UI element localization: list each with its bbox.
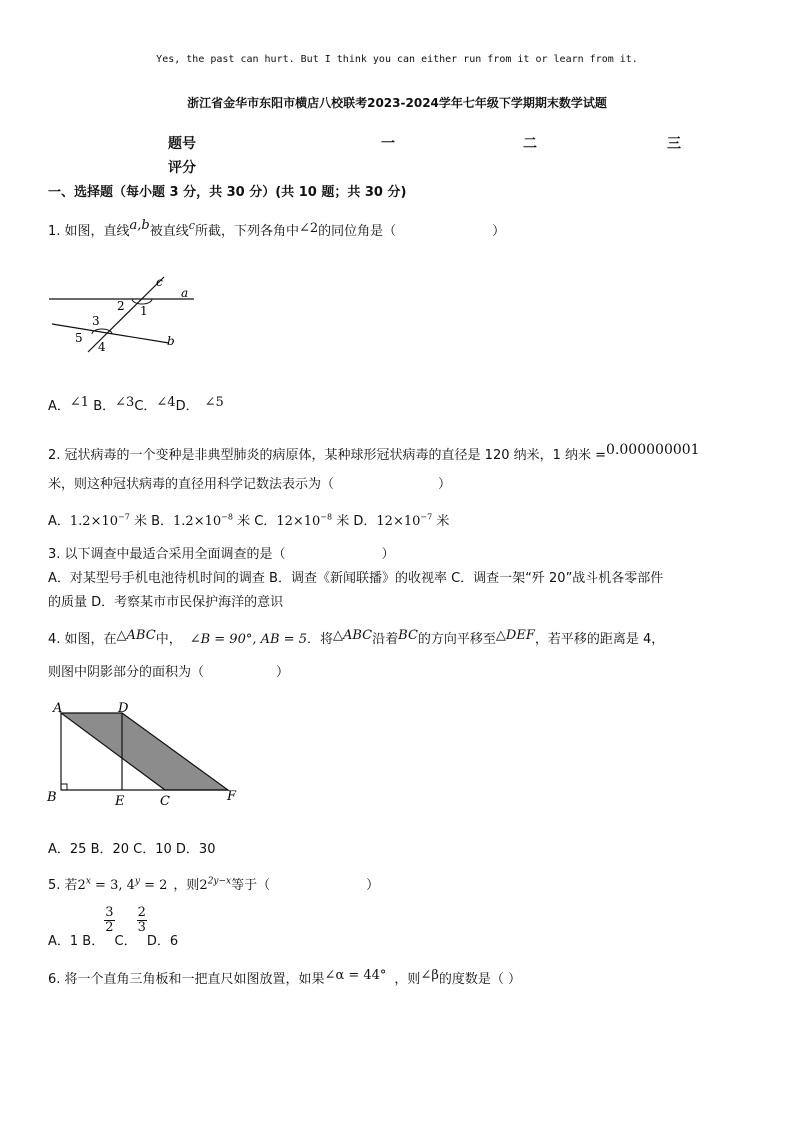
- q2-option-c: [276, 514, 332, 529]
- q5-cond1-base: 2: [77, 878, 86, 893]
- label-4: 4: [98, 340, 106, 354]
- q3-text: 3. 以下调查中最适合采用全面调查的是（: [48, 547, 286, 562]
- question-5-options: [48, 906, 178, 949]
- q5-option-c: C．: [114, 934, 137, 949]
- q1-figure: [44, 262, 204, 362]
- q2-option-d-exp: −7: [420, 512, 433, 522]
- score-col-3: 三: [667, 136, 681, 152]
- q4-paren-close: ）: [276, 665, 290, 680]
- question-6-stem: [48, 968, 521, 987]
- label-E: E: [115, 794, 125, 808]
- q4-text-mid4: 的方向平移至: [417, 632, 496, 647]
- q5-expression: [199, 878, 231, 893]
- question-3-stem: [48, 543, 395, 562]
- q5-frac-b-num: 3: [105, 905, 114, 920]
- q1-line-c: c: [188, 219, 195, 232]
- q2-option-d: [376, 514, 432, 529]
- question-2-line1: [48, 442, 700, 463]
- q5-text: 5. 若: [48, 878, 78, 893]
- q1-option-c: ∠4: [156, 395, 176, 410]
- q2-option-a-unit: 米: [133, 514, 147, 529]
- label-a: a: [181, 286, 189, 300]
- q6-condition: ∠α = 44°: [324, 968, 387, 983]
- q4-text-2: 则图中阴影部分的面积为（: [48, 665, 205, 680]
- question-4-options: A．25 B．20 C．10 D．30: [48, 842, 216, 857]
- q5-cond2-exp: y: [134, 876, 140, 887]
- q2-option-c-base: 12×10: [276, 514, 321, 529]
- q5-expr-exp: 2y−x: [207, 876, 232, 887]
- motto: Yes, the past can hurt. But I think you can either run from it or learn from it.: [156, 54, 638, 65]
- q4-text-mid2: ．将: [306, 632, 333, 647]
- q5-frac-b-den: 2: [105, 920, 114, 935]
- q4-triangle-abc-2: △ABC: [333, 628, 373, 643]
- q4-triangle-def: △DEF: [495, 628, 535, 643]
- q2-option-a-tag: A．: [48, 514, 70, 529]
- question-5-stem: [48, 874, 379, 893]
- q4-condition: ∠B = 90°, AB = 5: [189, 632, 307, 647]
- q2-text: 2. 冠状病毒的一个变种是非典型肺炎的病原体，某种球形冠状病毒的直径是 120 纳米，1 纳米 =: [48, 448, 607, 463]
- q2-option-b: [173, 514, 233, 529]
- q1-text-mid: 被直线: [149, 224, 189, 239]
- label-c: c: [156, 275, 163, 289]
- q2-option-b-exp: −8: [221, 512, 233, 522]
- q2-option-d-base: 12×10: [376, 514, 421, 529]
- q2-option-a-exp: −7: [118, 512, 130, 522]
- label-b: b: [167, 334, 175, 348]
- q5-fraction-c: [137, 906, 147, 935]
- q1-option-b: ∠3: [115, 395, 135, 410]
- q2-option-b-base: 1.2×10: [173, 514, 222, 529]
- label-B: B: [47, 790, 57, 805]
- q1-angle: ∠2: [298, 221, 319, 236]
- right-angle-mark: [61, 784, 67, 790]
- score-col-1: 一: [381, 136, 395, 152]
- question-2-line2: [48, 473, 451, 492]
- q4-figure: [44, 698, 244, 808]
- q2-option-d-unit: 米: [436, 514, 450, 529]
- q5-frac-c-num: 2: [137, 905, 146, 920]
- q5-option-a-b: A．1 B．: [48, 934, 105, 949]
- q5-paren-close: ）: [366, 878, 380, 893]
- q1-option-d: ∠5: [204, 395, 224, 410]
- q5-cond1-rest: = 3, 4: [90, 878, 135, 893]
- score-col-2: 二: [523, 136, 537, 152]
- label-D: D: [118, 701, 129, 716]
- q2-option-a-base: 1.2×10: [69, 514, 119, 529]
- q1-text-post: 的同位角是（: [318, 224, 397, 239]
- q6-text: 6. 将一个直角三角板和一把直尺如图放置，如果: [48, 972, 325, 987]
- q1-paren-close: ）: [492, 224, 506, 239]
- q4-text: 4. 如图，在: [48, 632, 117, 647]
- shaded-region: [61, 713, 228, 790]
- q2-option-a: [70, 514, 130, 529]
- q4-bc: BC: [398, 628, 418, 643]
- q4-text-mid3: 沿着: [372, 632, 399, 647]
- label-2: 2: [117, 299, 125, 313]
- q5-condition: [78, 878, 168, 893]
- q2-option-b-tag: B．: [151, 514, 174, 529]
- question-4-line2: [48, 661, 289, 680]
- label-F: F: [227, 789, 237, 804]
- q4-triangle-abc: △ABC: [116, 628, 156, 643]
- label-3: 3: [92, 314, 100, 328]
- q2-option-b-unit: 米: [237, 514, 251, 529]
- q5-option-d: D．6: [146, 934, 179, 949]
- question-1-options: [48, 395, 224, 414]
- q3-paren-close: ）: [381, 547, 395, 562]
- q1-text-mid2: 所截，下列各角中: [194, 224, 299, 239]
- q1-text: 1. 如图，直线: [48, 224, 130, 239]
- label-C: C: [160, 794, 170, 808]
- score-table-header: 题号: [168, 136, 196, 152]
- q5-expr-base: 2: [199, 878, 208, 893]
- q2-option-c-tag: C．: [254, 514, 277, 529]
- label-5: 5: [75, 331, 83, 345]
- q1-option-a-tag: A．: [48, 399, 70, 414]
- score-table-score-row: 评分: [168, 160, 196, 176]
- question-3-options-2: 的质量 D．考察某市市民保护海洋的意识: [48, 595, 284, 610]
- q5-frac-c-den: 3: [137, 920, 146, 935]
- q2-option-c-unit: 米: [336, 514, 350, 529]
- question-2-options: [48, 510, 449, 529]
- section-heading: 一、选择题（每小题 3 分，共 30 分）(共 10 题；共 30 分): [48, 185, 407, 200]
- q1-lines-ab: a,b: [129, 218, 150, 233]
- q2-paren-close: ）: [438, 477, 452, 492]
- q4-text-mid: 中，: [155, 632, 182, 647]
- q1-option-d-tag: D．: [175, 399, 199, 414]
- question-1-stem: [48, 218, 505, 239]
- q2-value: 0.000000001: [606, 442, 700, 458]
- question-3-options-1: A．对某型号手机电池待机时间的调查 B．调查《新闻联播》的收视率 C．调查一架“歼 20”战斗机各零部件: [48, 571, 664, 586]
- line-b: [52, 324, 169, 343]
- label-A: A: [53, 701, 63, 716]
- q5-fraction-b: [104, 906, 114, 935]
- q4-text-post: ，若平移的距离是 4，: [534, 632, 665, 647]
- q2-text-2: 米，则这种冠状病毒的直径用科学记数法表示为（: [48, 477, 335, 492]
- q6-beta: ∠β: [420, 968, 439, 983]
- q5-text-post: 等于（: [231, 878, 271, 893]
- q1-option-a: ∠1: [69, 395, 90, 410]
- question-4-line1: [48, 628, 664, 647]
- page-title: 浙江省金华市东阳市横店八校联考2023-2024学年七年级下学期期末数学试题: [187, 96, 607, 110]
- q5-text-mid: ，则: [173, 878, 200, 893]
- q1-option-b-tag: B．: [93, 399, 116, 414]
- q2-option-d-tag: D．: [353, 514, 377, 529]
- q5-cond1-exp: x: [85, 876, 91, 887]
- q2-option-c-exp: −8: [320, 512, 333, 522]
- label-1: 1: [140, 304, 148, 318]
- q6-text-mid: ，则: [394, 972, 421, 987]
- q1-option-c-tag: C．: [134, 399, 157, 414]
- q5-cond2-rest: = 2: [139, 878, 168, 893]
- q6-text-post: 的度数是（ ）: [438, 972, 521, 987]
